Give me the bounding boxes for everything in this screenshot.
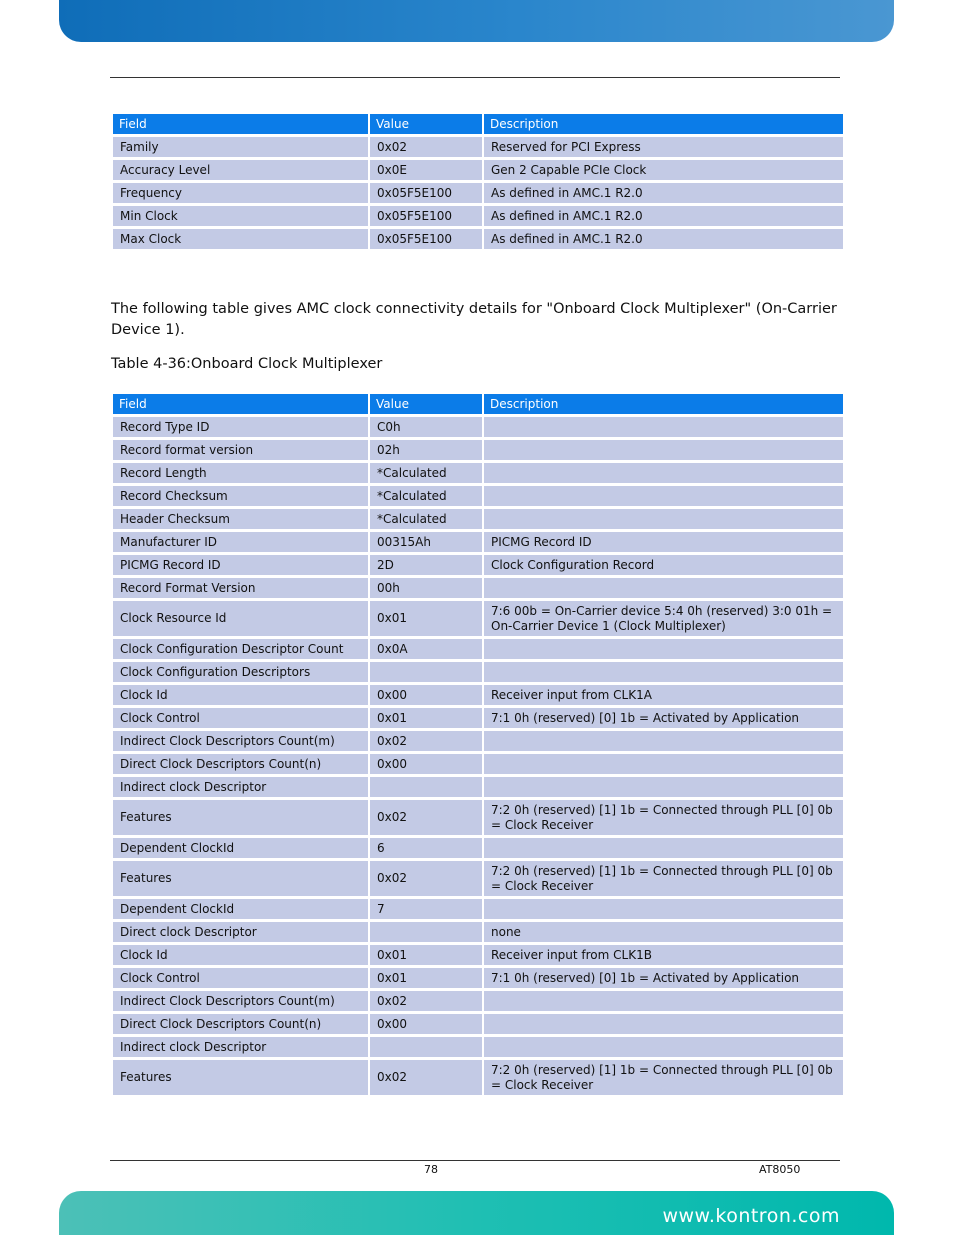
table-row: [113, 838, 843, 858]
table-cell: 0x0E: [370, 160, 482, 180]
table-cell: Record Checksum: [113, 486, 368, 506]
table-row: [113, 440, 843, 460]
table-cell: [484, 463, 843, 483]
table-row: [113, 731, 843, 751]
table-cell: Clock Id: [113, 945, 368, 965]
table-row: [113, 922, 843, 942]
table-cell: 0x02: [370, 731, 482, 751]
intro-paragraph: The following table gives AMC clock connectivity details for "Onboard Clock Multiplexer" (On-Carrier Device 1).: [111, 301, 837, 338]
table-row: [113, 800, 843, 835]
table-cell: Direct Clock Descriptors Count(n): [113, 754, 368, 774]
table-row: [113, 639, 843, 659]
table-cell: Features: [113, 861, 368, 896]
table-cell: Record format version: [113, 440, 368, 460]
table-row: [113, 662, 843, 682]
table-cell: Indirect Clock Descriptors Count(m): [113, 731, 368, 751]
table-cell: PICMG Record ID: [113, 555, 368, 575]
table-cell: 7:1 0h (reserved) [0] 1b = Activated by Application: [484, 708, 843, 728]
table-cell: Indirect Clock Descriptors Count(m): [113, 991, 368, 1011]
table-cell: C0h: [370, 417, 482, 437]
table-cell: [484, 1037, 843, 1057]
table-row: [113, 899, 843, 919]
table-row: [113, 463, 843, 483]
table-row: [113, 417, 843, 437]
table-cell: 02h: [370, 440, 482, 460]
table-cell: [484, 578, 843, 598]
table-cell: Clock Configuration Descriptors: [113, 662, 368, 682]
table-cell: Max Clock: [113, 229, 368, 249]
table-cell: 7:2 0h (reserved) [1] 1b = Connected through PLL [0] 0b = Clock Receiver: [484, 800, 843, 835]
table-cell: 0x02: [370, 861, 482, 896]
table-row: [113, 991, 843, 1011]
table-cell: [484, 991, 843, 1011]
table-row: [113, 968, 843, 988]
table-cell: 00h: [370, 578, 482, 598]
table-row: [113, 1014, 843, 1034]
table-cell: [370, 922, 482, 942]
table-row: [113, 509, 843, 529]
website-link[interactable]: www.kontron.com: [662, 1205, 840, 1227]
table-cell: [484, 777, 843, 797]
table-cell: [484, 440, 843, 460]
table-row: [113, 183, 843, 203]
table-cell: 0x05F5E100: [370, 229, 482, 249]
table-cell: Manufacturer ID: [113, 532, 368, 552]
table-row: [113, 601, 843, 636]
table-cell: [484, 417, 843, 437]
column-header: Field: [113, 394, 368, 414]
table-cell: 0x00: [370, 1014, 482, 1034]
table-cell: 0x00: [370, 754, 482, 774]
column-header: Field: [113, 114, 368, 134]
table-cell: Direct clock Descriptor: [113, 922, 368, 942]
table-cell: 6: [370, 838, 482, 858]
table-cell: 0x00: [370, 685, 482, 705]
table-row: [113, 578, 843, 598]
table-cell: Indirect clock Descriptor: [113, 777, 368, 797]
table-cell: 2D: [370, 555, 482, 575]
table-cell: Record Type ID: [113, 417, 368, 437]
table-cell: *Calculated: [370, 463, 482, 483]
table-cell: Receiver input from CLK1A: [484, 685, 843, 705]
onboard-clock-multiplexer-table: [111, 391, 845, 1098]
table-cell: *Calculated: [370, 509, 482, 529]
table-cell: 7:2 0h (reserved) [1] 1b = Connected through PLL [0] 0b = Clock Receiver: [484, 1060, 843, 1095]
table-row: [113, 1037, 843, 1057]
table-cell: 0x05F5E100: [370, 206, 482, 226]
table-cell: Frequency: [113, 183, 368, 203]
table-cell: Direct Clock Descriptors Count(n): [113, 1014, 368, 1034]
table-cell: [484, 1014, 843, 1034]
table-cell: Features: [113, 800, 368, 835]
table-cell: [484, 486, 843, 506]
table-row: [113, 685, 843, 705]
table-cell: [484, 731, 843, 751]
table-row: [113, 486, 843, 506]
table-cell: As defined in AMC.1 R2.0: [484, 206, 843, 226]
table-cell: [484, 754, 843, 774]
table-cell: [484, 639, 843, 659]
table-cell: 0x02: [370, 991, 482, 1011]
table-cell: Gen 2 Capable PCIe Clock: [484, 160, 843, 180]
table-row: [113, 708, 843, 728]
table-row: [113, 754, 843, 774]
table-cell: [484, 509, 843, 529]
column-header: Description: [484, 114, 843, 134]
table-cell: Clock Configuration Descriptor Count: [113, 639, 368, 659]
table-cell: Accuracy Level: [113, 160, 368, 180]
table-cell: 0x02: [370, 1060, 482, 1095]
table-cell: 7:6 00b = On-Carrier device 5:4 0h (reserved) 3:0 01h = On-Carrier Device 1 (Clock Multiplexer): [484, 601, 843, 636]
table-row: [113, 945, 843, 965]
table-cell: Reserved for PCI Express: [484, 137, 843, 157]
table-cell: [370, 777, 482, 797]
table-cell: As defined in AMC.1 R2.0: [484, 229, 843, 249]
table-cell: 0x02: [370, 137, 482, 157]
bottom-banner: [59, 1191, 894, 1235]
table-cell: Record Format Version: [113, 578, 368, 598]
table-row: [113, 160, 843, 180]
table-cell: Dependent ClockId: [113, 838, 368, 858]
table-cell: Dependent ClockId: [113, 899, 368, 919]
table-cell: 0x01: [370, 945, 482, 965]
table-cell: [370, 1037, 482, 1057]
document-id: AT8050: [759, 1163, 801, 1176]
page-number: 78: [424, 1163, 438, 1176]
table-row: [113, 1060, 843, 1095]
table-row: [113, 555, 843, 575]
footer-rule: [110, 1160, 840, 1161]
table-cell: Clock Configuration Record: [484, 555, 843, 575]
table-caption: Table 4-36:Onboard Clock Multiplexer: [111, 356, 383, 372]
header-rule: [110, 77, 840, 78]
table-cell: 7: [370, 899, 482, 919]
table-cell: Family: [113, 137, 368, 157]
table-cell: 0x0A: [370, 639, 482, 659]
table-cell: none: [484, 922, 843, 942]
table-cell: Indirect clock Descriptor: [113, 1037, 368, 1057]
table-cell: 7:1 0h (reserved) [0] 1b = Activated by Application: [484, 968, 843, 988]
table-cell: Clock Control: [113, 708, 368, 728]
table-cell: Features: [113, 1060, 368, 1095]
table-cell: Clock Control: [113, 968, 368, 988]
table-cell: 0x01: [370, 708, 482, 728]
table-cell: 7:2 0h (reserved) [1] 1b = Connected through PLL [0] 0b = Clock Receiver: [484, 861, 843, 896]
column-header: Value: [370, 114, 482, 134]
table-row: [113, 777, 843, 797]
table-row: [113, 861, 843, 896]
table-cell: [484, 662, 843, 682]
table-cell: PICMG Record ID: [484, 532, 843, 552]
table-row: [113, 532, 843, 552]
table-cell: [484, 838, 843, 858]
table-row: [113, 206, 843, 226]
table-cell: As defined in AMC.1 R2.0: [484, 183, 843, 203]
table-cell: Clock Resource Id: [113, 601, 368, 636]
table-cell: 0x01: [370, 968, 482, 988]
table-cell: Record Length: [113, 463, 368, 483]
table-cell: [370, 662, 482, 682]
table-cell: 0x02: [370, 800, 482, 835]
table-cell: *Calculated: [370, 486, 482, 506]
table-cell: 0x05F5E100: [370, 183, 482, 203]
table-header-row: [113, 394, 843, 414]
table-cell: Header Checksum: [113, 509, 368, 529]
table-cell: Clock Id: [113, 685, 368, 705]
table-header-row: [113, 114, 843, 134]
top-banner: [59, 0, 894, 42]
table-row: [113, 229, 843, 249]
table-cell: [484, 899, 843, 919]
table-cell: 00315Ah: [370, 532, 482, 552]
table-row: [113, 137, 843, 157]
table-cell: Min Clock: [113, 206, 368, 226]
clock-properties-table: [111, 111, 845, 252]
table-cell: Receiver input from CLK1B: [484, 945, 843, 965]
column-header: Value: [370, 394, 482, 414]
table-cell: 0x01: [370, 601, 482, 636]
column-header: Description: [484, 394, 843, 414]
